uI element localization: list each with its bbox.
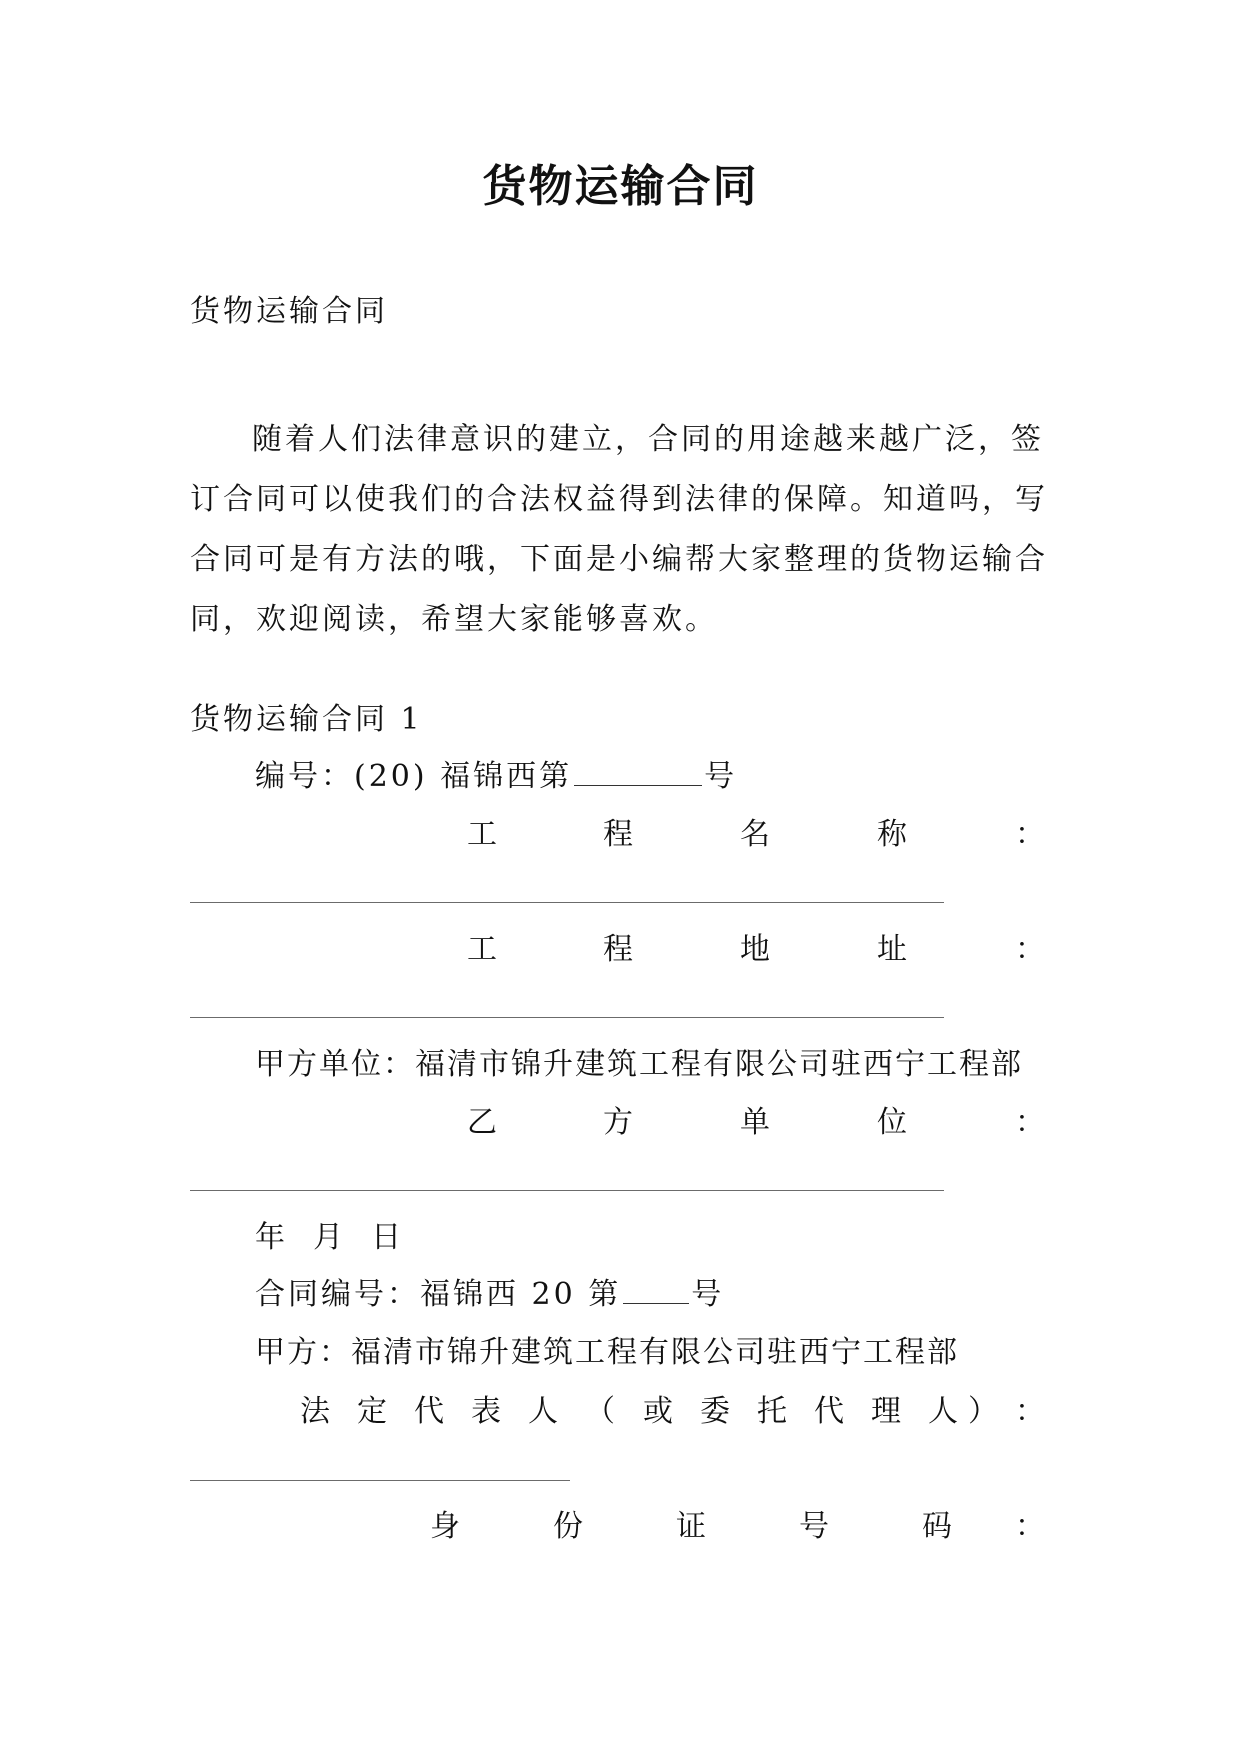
document-title: 货物运输合同 — [482, 161, 759, 212]
intro-line-1: 随着人们法律意识的建立，合同的用途越来越广泛，签 — [252, 422, 1044, 457]
contract-number-line — [255, 757, 1052, 797]
contract-number-2-prefix: 合同编号：福锦西 20 第 — [255, 1277, 622, 1312]
intro-line-3: 合同可是有方法的哦，下面是小编帮大家整理的货物运输合 — [190, 542, 1048, 577]
document-page: 货物运输合同 货物运输合同 随着人们法律意识的建立，合同的用途越来越广泛，签 订合同可以使我们的合法权益得到法律的保障。知道吗，写 合同可是有方法的哦，下面是小编帮大家整理的货物运输合 同，欢迎阅读，希望大家能够喜欢。 货物运输合同 1 编号：(20) 福锦西第 号 工 程 名 称 ： 工 程 地 址 ： 甲方单位：福清市锦升建筑工程有限公司驻西宁工程部 乙 方 单 位 ： 年 月 日 合同编号：福锦西 20 第 号 甲方：福清市锦升建筑工程有限公司驻西宁工程部 法 定 代 表 人 （ 或 委 托 代 理 人 ） ： 身 份 证 号 码 ： — [0, 0, 1241, 1754]
party-a-line: 甲方：福清市锦升建筑工程有限公司驻西宁工程部 — [255, 1335, 959, 1370]
date-line: 年 月 日 — [255, 1220, 405, 1255]
party-b-unit-blank — [190, 1190, 944, 1191]
contract-heading: 货物运输合同 1 — [190, 702, 423, 737]
contract-number-blank — [574, 784, 702, 786]
legal-rep-blank — [190, 1480, 570, 1481]
contract-number-prefix: 编号：(20) 福锦西第 — [255, 759, 573, 794]
intro-paragraph — [190, 410, 1052, 650]
intro-line-4: 同，欢迎阅读，希望大家能够喜欢。 — [190, 602, 718, 637]
contract-number-2-blank — [623, 1302, 689, 1304]
contract-number-suffix: 号 — [704, 759, 738, 794]
intro-line-2: 订合同可以使我们的合法权益得到法律的保障。知道吗，写 — [190, 482, 1048, 517]
document-subtitle: 货物运输合同 — [190, 294, 388, 329]
contract-number-2-suffix: 号 — [691, 1277, 725, 1312]
party-a-unit: 甲方单位：福清市锦升建筑工程有限公司驻西宁工程部 — [255, 1047, 1023, 1082]
contract-number-line-2 — [255, 1275, 1052, 1315]
project-name-blank — [190, 902, 944, 903]
project-address-blank — [190, 1017, 944, 1018]
